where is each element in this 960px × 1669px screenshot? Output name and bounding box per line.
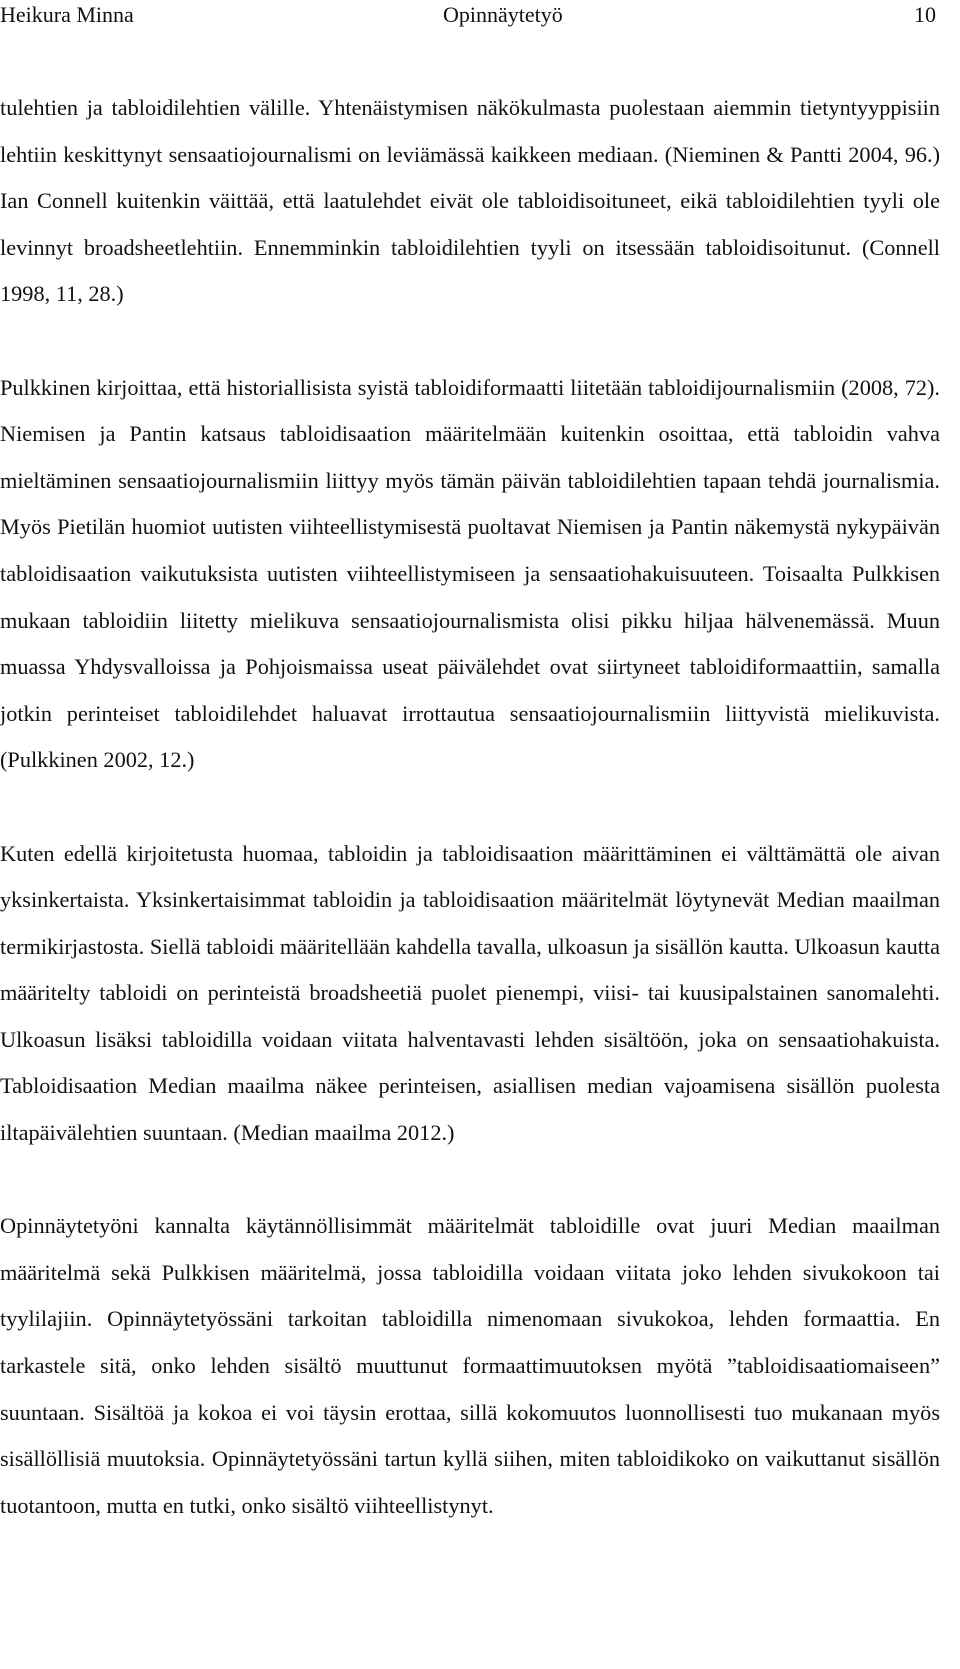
header-page-number: 10 <box>914 2 936 27</box>
header-document-type: Opinnäytetyö <box>443 2 563 27</box>
paragraph-4: Opinnäytetyöni kannalta käytännöllisimmät määritelmät tabloidille ovat juuri Median maailman määritelmä sekä Pulkkisen määritelmä, jossa tabloidilla voidaan viitata joko lehden sivukokoon tai tyylilajiin. Opinnäytetyössäni tarkoitan tabloidilla nimenomaan sivukokoa, lehden formaattia. En tarkastele sitä, onko lehden sisältö muuttunut formaattimuutoksen myötä ”tabloidisaatiomaiseen” suuntaan. Sisältöä ja kokoa ei voi täysin erottaa, sillä kokomuutos luonnollisesti tuo mukanaan myös sisällöllisiä muutoksia. Opinnäytetyössäni tartun kyllä siihen, miten tabloidikoko on vaikuttanut sisällön tuotantoon, mutta en tutki, onko sisältö viihteellistynyt. <box>0 1213 940 1518</box>
paragraph-1: tulehtien ja tabloidilehtien välille. Yhtenäistymisen näkökulmasta puolestaan aiemmin tietyntyyppisiin lehtiin keskittynyt sensaatiojournalismi on leviämässä kaikkeen mediaan. (Nieminen & Pantti 2004, 96.) Ian Connell kuitenkin väittää, että laatulehdet eivät ole tabloidisoituneet, eikä tabloidilehtien tyyli ole levinnyt broadsheetlehtiin. Ennemminkin tabloidilehtien tyyli on itsessään tabloidisoitunut. (Connell 1998, 11, 28.) <box>0 95 940 307</box>
paragraph-2: Pulkkinen kirjoittaa, että historiallisista syistä tabloidiformaatti liitetään tabloidijournalismiin (2008, 72). Niemisen ja Pantin katsaus tabloidisaation määritelmään kuitenkin osoittaa, että tabloidin vahva mieltäminen sensaatiojournalismiin liittyy myös tämän päivän tabloidilehtien tapaan tehdä journalismia. Myös Pietilän huomiot uutisten viihteellistymisestä puoltavat Niemisen ja Pantin näkemystä nykypäivän tabloidisaation vaikutuksista uutisten viihteellistymiseen ja sensaatiohakuisuuteen. Toisaalta Pulkkisen mukaan tabloidiin liitetty mielikuva sensaatiojournalismista olisi pikku hiljaa hälvenemässä. Muun muassa Yhdysvalloissa ja Pohjoismaissa useat päivälehdet ovat siirtyneet tabloidiformaattiin, samalla jotkin perinteiset tabloidilehdet haluavat irrottautua sensaatiojournalismiin liittyvistä mielikuvista. (Pulkkinen 2002, 12.) <box>0 374 940 773</box>
header-author: Heikura Minna <box>0 2 134 27</box>
page-header <box>0 0 936 30</box>
paragraph-3: Kuten edellä kirjoitetusta huomaa, tabloidin ja tabloidisaation määrittäminen ei välttämättä ole aivan yksinkertaista. Yksinkertaisimmat tabloidin ja tabloidisaation määritelmät löytynevät Median maailman termikirjastosta. Siellä tabloidi määritellään kahdella tavalla, ulkoasun ja sisällön kautta. Ulkoasun kautta määritelty tabloidi on perinteistä broadsheetiä puolet pienempi, viisi- tai kuusipalstainen sanomalehti. Ulkoasun lisäksi tabloidilla voidaan viitata halventavasti lehden sisältöön, joka on sensaatiohakuista. Tabloidisaation Median maailma näkee perinteisen, asiallisen median vajoamisena sisällön puolesta iltapäivälehtien suuntaan. (Median maailma 2012.) <box>0 840 940 1146</box>
body-text <box>0 85 940 1529</box>
